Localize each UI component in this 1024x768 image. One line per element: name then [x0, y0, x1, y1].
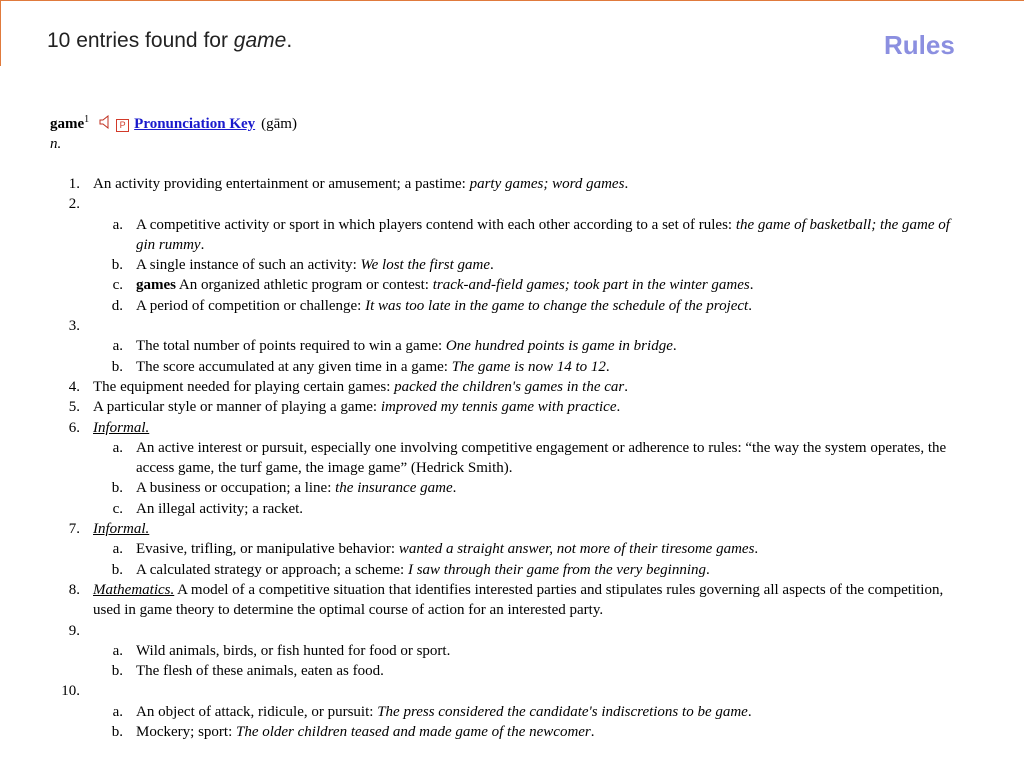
part-of-speech: n.: [50, 136, 62, 152]
definition-3b: [0, 357, 1024, 377]
definition-7a: [0, 539, 1024, 559]
definition-number: 7.: [68, 521, 80, 538]
definition-4: [0, 377, 1024, 397]
definition-text: An illegal activity; a racket.: [136, 500, 304, 517]
speaker-icon[interactable]: [99, 115, 113, 129]
definition-6b: [0, 478, 1024, 498]
pronunciation: (gām): [261, 116, 297, 132]
sense-letter: a.: [112, 703, 123, 720]
sense-letter: a.: [112, 338, 123, 355]
definition-text: Wild animals, birds, or fish hunted for food or sport.: [136, 642, 451, 659]
definition-5: [0, 397, 1024, 417]
definition-text: The score accumulated at any given time in a game: The game is now 14 to 12.: [136, 358, 610, 375]
definition-6a: [0, 438, 1024, 479]
definition-2a: [0, 215, 1024, 256]
sense-letter: b.: [111, 663, 123, 680]
pronunciation-key-link[interactable]: Pronunciation Key: [134, 116, 256, 132]
definition-text: The equipment needed for playing certain games: packed the children's games in the car.: [93, 378, 628, 395]
left-rule: [0, 0, 1, 66]
definition-text: An activity providing entertainment or amusement; a pastime: party games; word games.: [93, 176, 629, 192]
top-rule: [0, 0, 1024, 1]
sense-letter: b.: [111, 358, 123, 375]
definition-number: 8.: [68, 581, 80, 598]
sense-letter: b.: [111, 257, 123, 274]
definition-number: 4.: [68, 378, 80, 395]
definition-2b: [0, 255, 1024, 275]
sense-letter: d.: [111, 297, 123, 314]
pronunciation-button[interactable]: P: [116, 119, 129, 132]
definition-number: 1.: [68, 176, 80, 192]
definition-number: 2.: [68, 196, 80, 213]
definition-text: An object of attack, ridicule, or pursuit: The press considered the candidate's indiscretions to be game.: [136, 703, 752, 720]
sense-letter: a.: [112, 439, 123, 456]
definition-text: A single instance of such an activity: We lost the first game.: [136, 257, 494, 274]
definition-10: [0, 681, 1024, 701]
definition-text: An active interest or pursuit, especially one involving competitive engagement or adherence to rules: “the way the system operates, the access game, the turf game, the image game” (Hedrick Smith).: [136, 439, 947, 477]
sense-letter: a.: [112, 216, 123, 233]
sense-letter: b.: [111, 561, 123, 578]
definition-number: 10.: [61, 683, 80, 700]
definition-number: 3.: [68, 318, 80, 335]
sense-letter: b.: [111, 480, 123, 497]
homograph-number: 1: [84, 114, 90, 125]
definition-text: Evasive, trifling, or manipulative behavior: wanted a straight answer, not more of their tiresome games.: [136, 541, 759, 558]
definition-6: [0, 418, 1024, 438]
definition-8: [0, 580, 1024, 621]
usage-label-link[interactable]: Informal.: [93, 419, 150, 436]
usage-label-link[interactable]: Informal.: [93, 521, 150, 538]
definition-text: games An organized athletic program or contest: track-and-field games; took part in the winter games.: [136, 277, 754, 294]
definition-9b: [0, 661, 1024, 681]
definition-3: [0, 316, 1024, 336]
definition-6c: [0, 499, 1024, 519]
definition-10a: [0, 702, 1024, 722]
definition-2c: [0, 275, 1024, 295]
definition-7: [0, 519, 1024, 539]
definition-number: 5.: [68, 399, 80, 416]
usage-label-link[interactable]: Mathematics.: [93, 581, 175, 598]
definition-text: A calculated strategy or approach; a scheme: I saw through their game from the very beginning.: [136, 561, 710, 578]
definition-text: A period of competition or challenge: It was too late in the game to change the schedule of the project.: [136, 297, 752, 314]
definition-2: [0, 194, 1024, 214]
definition-text: A business or occupation; a line: the insurance game.: [136, 480, 457, 497]
sense-letter: c.: [112, 277, 123, 294]
slide-title: Rules: [884, 30, 955, 60]
definition-2d: [0, 296, 1024, 316]
sense-letter: c.: [112, 500, 123, 517]
definition-text: A competitive activity or sport in which players contend with each other according to a set of rules: the game of basketball; the game of gin rummy.: [136, 216, 950, 253]
sense-letter: a.: [112, 642, 123, 659]
definition-text: Mockery; sport: The older children teased and made game of the newcomer.: [136, 724, 595, 741]
definition-3a: [0, 336, 1024, 356]
sense-letter: b.: [111, 724, 123, 741]
definition-text: A particular style or manner of playing a game: improved my tennis game with practice.: [93, 399, 621, 416]
sense-letter: a.: [112, 541, 123, 558]
definition-7b: [0, 560, 1024, 580]
definition-number: 9.: [68, 622, 80, 639]
entry-head: [50, 114, 297, 134]
definition-1: [0, 174, 1024, 194]
header-period: .: [286, 29, 293, 52]
headword: game: [50, 116, 85, 132]
definition-text: The total number of points required to win a game: One hundred points is game in bridge.: [136, 338, 677, 355]
search-query: game: [233, 29, 287, 52]
results-header: [47, 29, 292, 53]
results-count: 10 entries found for: [47, 29, 234, 52]
definition-list: [0, 174, 1024, 742]
definition-9: [0, 621, 1024, 641]
definition-10b: [0, 722, 1024, 742]
definition-text: Mathematics. A model of a competitive situation that identifies interested parties and stipulates rules governing all aspects of the competition, used in game theory to determine the optimal course of action for an interested party.: [93, 581, 944, 619]
definition-text: The flesh of these animals, eaten as food.: [136, 663, 384, 680]
definition-9a: [0, 641, 1024, 661]
definition-number: 6.: [68, 419, 80, 436]
